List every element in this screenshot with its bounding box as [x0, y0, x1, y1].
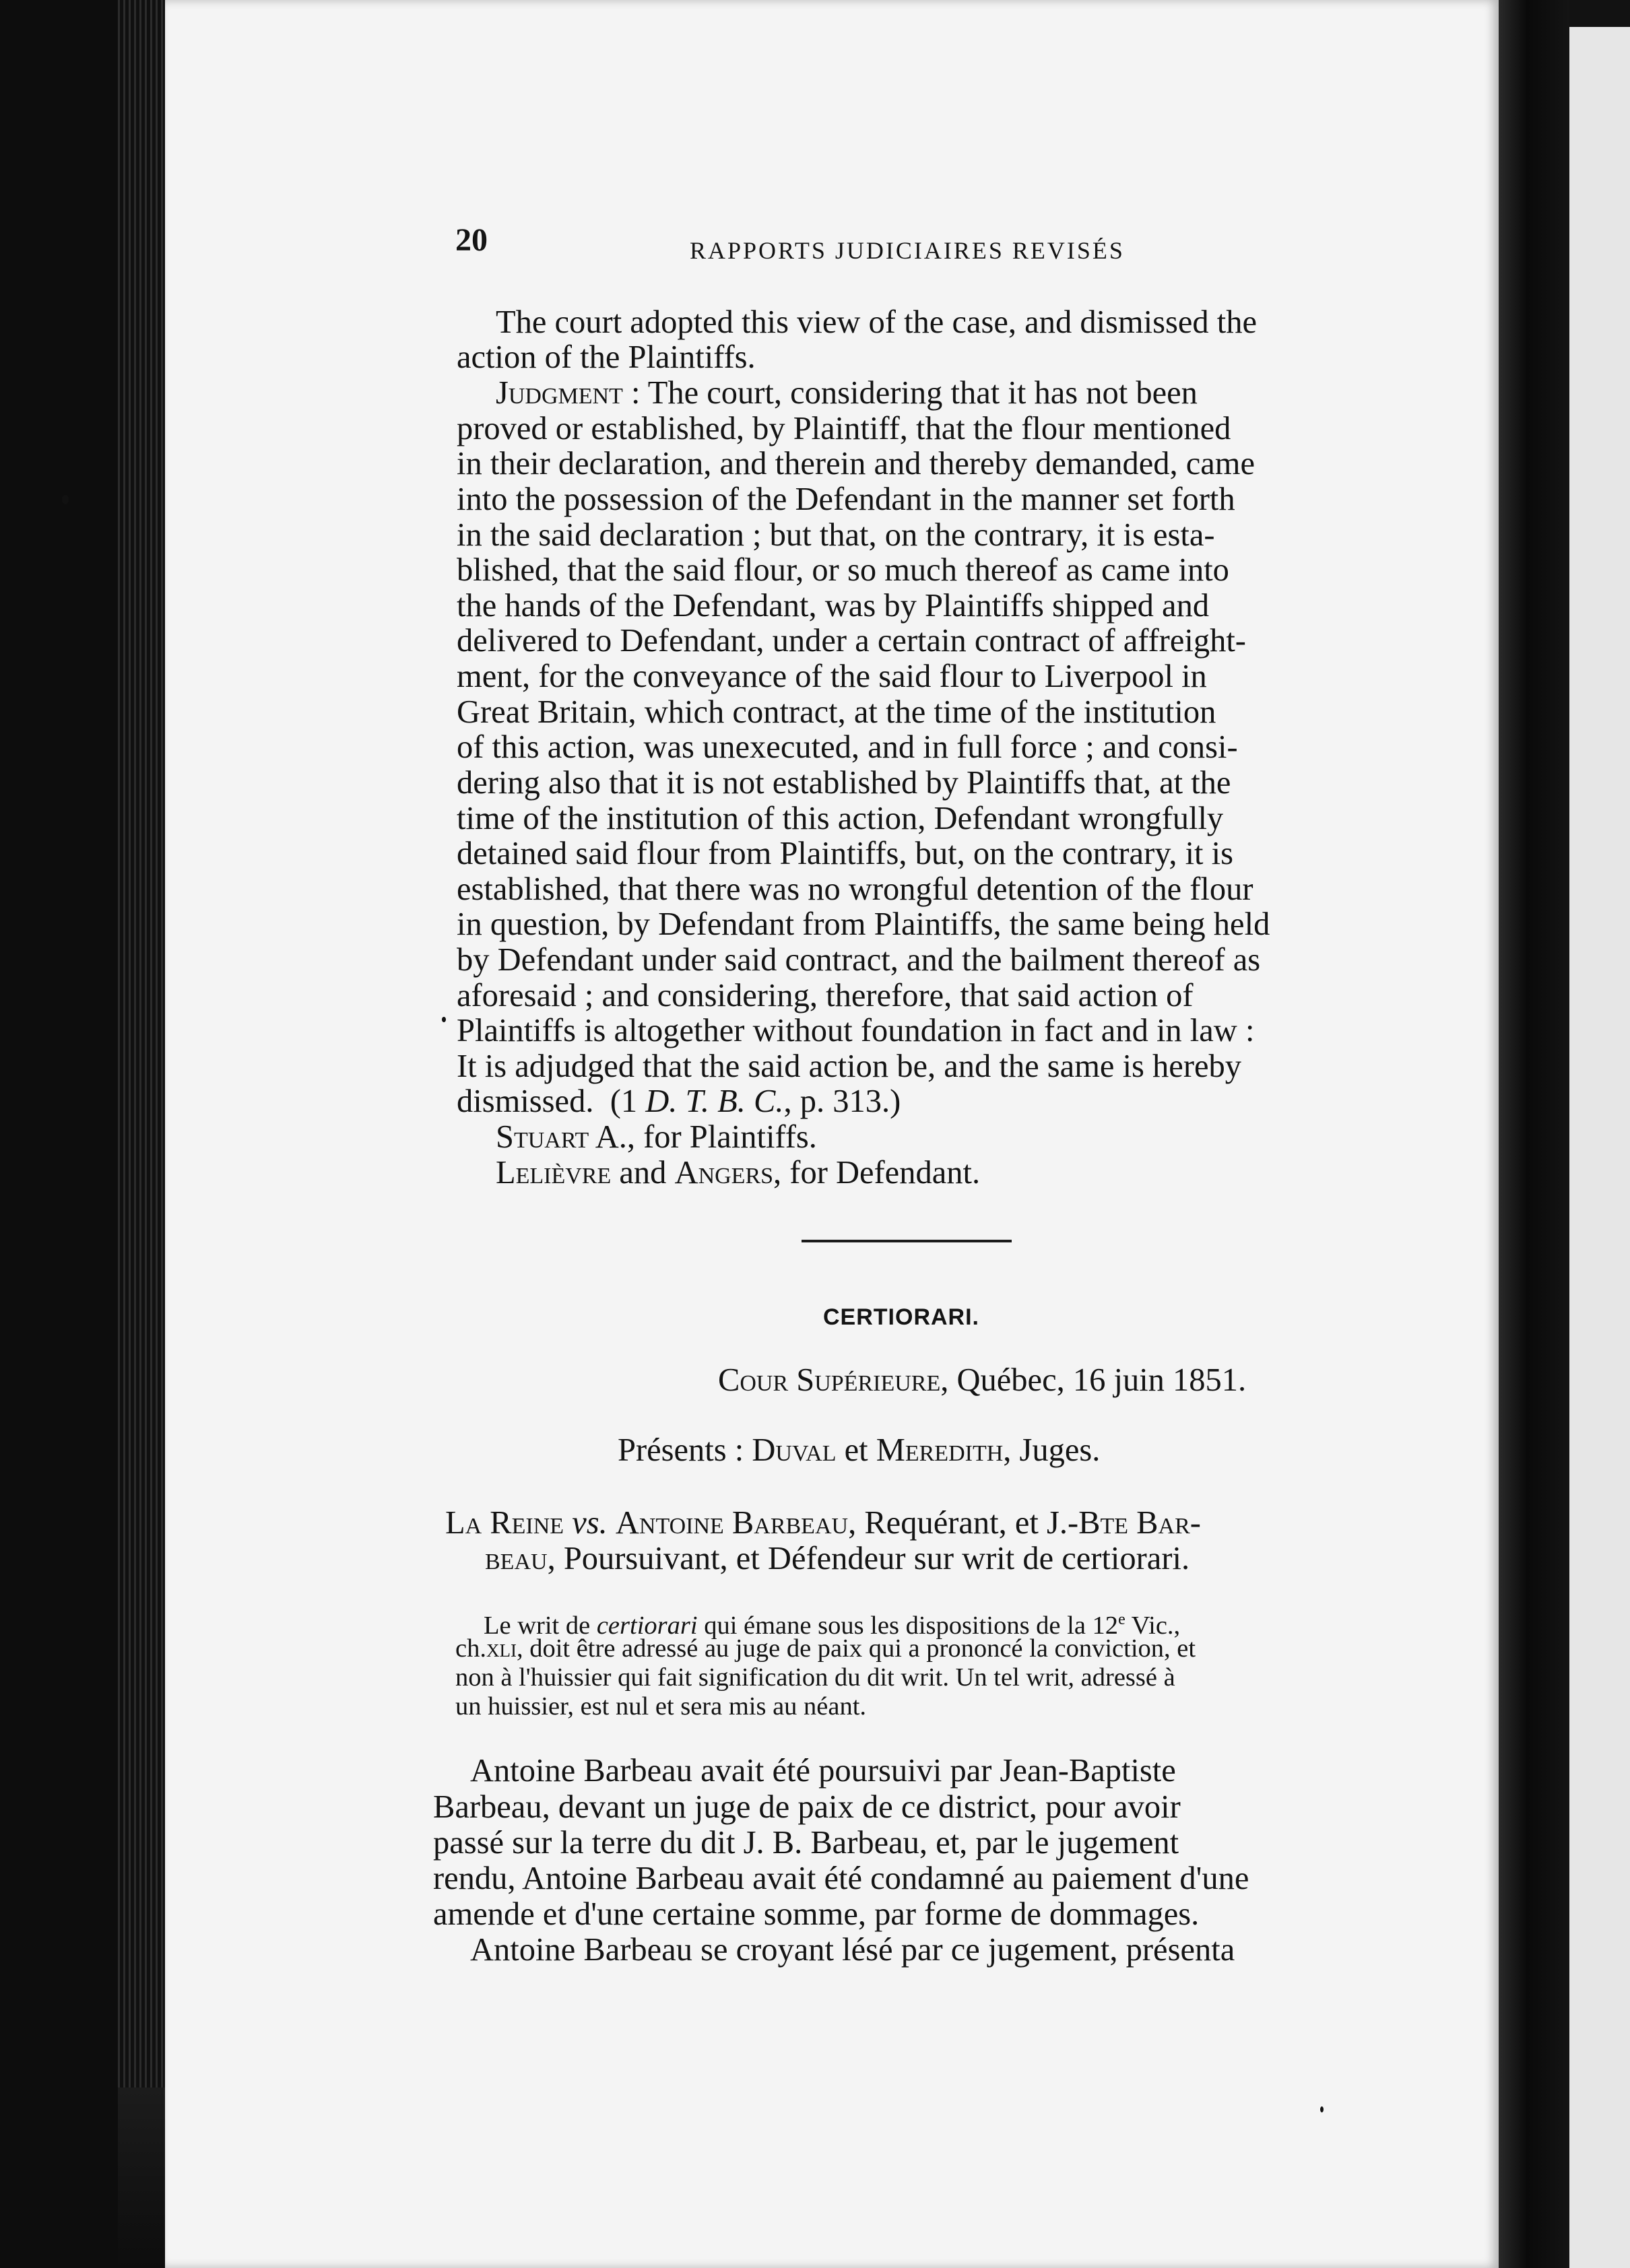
text-fragment: Le writ de — [484, 1611, 597, 1640]
text-fragment: , Juges. — [1003, 1432, 1101, 1468]
scan-speck — [1320, 2106, 1324, 2112]
text-line: by Defendant under said contract, and the bailment thereof as — [457, 942, 1261, 978]
text-line: Plaintiffs is altogether without foundation in fact and in law : — [457, 1013, 1255, 1048]
judges-line — [618, 1433, 1100, 1469]
section-divider — [802, 1240, 1012, 1242]
text-line: time of the institution of this action, Defendant wrongfully — [457, 801, 1224, 836]
case-title: CERTIORARI. — [823, 1304, 979, 1330]
text-line: in question, by Defendant from Plaintiffs, the same being held — [457, 906, 1270, 942]
judgment-line — [496, 376, 1198, 411]
judge-name: Duval — [752, 1432, 837, 1468]
counsel-name: Angers — [674, 1155, 774, 1191]
text-line: Barbeau, devant un juge de paix de ce district, pour avoir — [433, 1789, 1181, 1825]
text-fragment: et — [836, 1432, 876, 1468]
text-line: Antoine Barbeau avait été poursuivi par Jean-Baptiste — [470, 1753, 1176, 1789]
text-fragment: certiorari — [596, 1611, 698, 1640]
party-name: La Reine — [445, 1505, 564, 1541]
text-line: proved or established, by Plaintiff, that the flour mentioned — [457, 411, 1231, 446]
running-title: RAPPORTS JUDICIAIRES REVISÉS — [690, 237, 1125, 264]
text-line: It is adjudged that the said action be, and the same is hereby — [457, 1048, 1241, 1084]
text-line: detained said flour from Plaintiffs, but, on the contrary, it is — [457, 836, 1233, 871]
text-line: ment, for the conveyance of the said flour to Liverpool in — [457, 659, 1207, 694]
party-name: Antoine Barbeau — [615, 1505, 849, 1541]
text-fragment: , Poursuivant, et Défendeur sur writ de certiorari. — [547, 1541, 1190, 1576]
text-line: Antoine Barbeau se croyant lésé par ce jugement, présenta — [470, 1932, 1235, 1968]
parties-line — [485, 1541, 1189, 1577]
text-line: of this action, was unexecuted, and in full force ; and consi- — [457, 729, 1238, 765]
counsel-name: Stuart A. — [496, 1119, 627, 1155]
page-number: 20 — [455, 222, 488, 258]
text-fragment: Vic., — [1125, 1611, 1181, 1640]
text-line: delivered to Defendant, under a certain contract of affreight- — [457, 623, 1246, 659]
text-line: action of the Plaintiffs. — [457, 339, 756, 375]
party-name: J.-Bte Bar- — [1047, 1505, 1201, 1541]
judge-name: Meredith — [876, 1432, 1004, 1468]
text-fragment: dismissed. — [457, 1083, 594, 1119]
counsel-role: , for Plaintiffs. — [626, 1119, 817, 1155]
court-line — [718, 1363, 1246, 1399]
parties-line — [445, 1506, 1201, 1541]
text-line: in the said declaration ; but that, on the contrary, it is esta- — [457, 517, 1215, 553]
judgment-label: Judgment : — [496, 375, 641, 411]
superscript: e — [1118, 1611, 1126, 1628]
text-line: rendu, Antoine Barbeau avait été condamné au paiement d'une — [433, 1861, 1249, 1896]
presents-label: Présents : — [618, 1432, 752, 1468]
text-fragment: qui émane sous les dispositions de la 12 — [697, 1611, 1119, 1640]
party-name: beau — [485, 1541, 548, 1576]
text-line: dering also that it is not established by Plaintiffs that, at the — [457, 765, 1231, 801]
text-line: passé sur la terre du dit J. B. Barbeau, et, par le jugement — [433, 1825, 1179, 1861]
text-line: into the possession of the Defendant in the manner set forth — [457, 481, 1235, 517]
summary-line: non à l'huissier qui fait signification du dit writ. Un tel writ, adressé à — [455, 1663, 1175, 1692]
text-line: in their declaration, and therein and thereby demanded, came — [457, 446, 1256, 481]
versus: vs. — [564, 1505, 616, 1541]
counsel-plaintiff — [496, 1120, 817, 1156]
text-fragment: ch. — [455, 1634, 486, 1663]
text-fragment: , Requérant, et — [848, 1505, 1047, 1541]
counsel-role: , for Defendant. — [773, 1155, 981, 1191]
text-line: blished, that the said flour, or so much thereof as came into — [457, 552, 1229, 588]
next-page-sliver — [1569, 27, 1630, 2268]
scan-speck — [442, 1017, 446, 1022]
gutter-fade — [118, 2088, 165, 2268]
citation-reference: D. T. B. C. — [645, 1083, 784, 1119]
summary-line — [455, 1634, 1196, 1663]
chapter-number: xli — [486, 1634, 517, 1663]
counsel-defendant — [496, 1156, 980, 1191]
scan-speck — [62, 495, 69, 504]
citation-close: , p. 313.) — [783, 1083, 901, 1119]
citation-line — [457, 1084, 901, 1120]
text-fragment: , doit être adressé au juge de paix qui a prononcé la conviction, et — [516, 1634, 1196, 1663]
citation-open: (1 — [610, 1083, 646, 1119]
text-line: aforesaid ; and considering, therefore, that said action of — [457, 978, 1194, 1013]
court-place-date: , Québec, 16 juin 1851. — [940, 1362, 1247, 1398]
text-line: The court adopted this view of the case, and dismissed the — [496, 304, 1258, 340]
court-name: Cour Supérieure — [718, 1362, 941, 1398]
text-line: established, that there was no wrongful detention of the flour — [457, 871, 1253, 907]
page-edge-shadow — [1499, 0, 1569, 2268]
binding-gutter — [0, 0, 165, 2268]
summary-line: un huissier, est nul et sera mis au néant. — [455, 1692, 867, 1721]
gutter-page-edges — [118, 0, 165, 2088]
text-fragment: The court, considering that it has not been — [647, 375, 1198, 411]
text-line: the hands of the Defendant, was by Plaintiffs shipped and — [457, 588, 1210, 624]
text-fragment: and — [611, 1155, 675, 1191]
text-line: amende et d'une certaine somme, par forme de dommages. — [433, 1896, 1200, 1932]
text-line: Great Britain, which contract, at the time of the institution — [457, 694, 1216, 730]
counsel-name: Lelièvre — [496, 1155, 612, 1191]
